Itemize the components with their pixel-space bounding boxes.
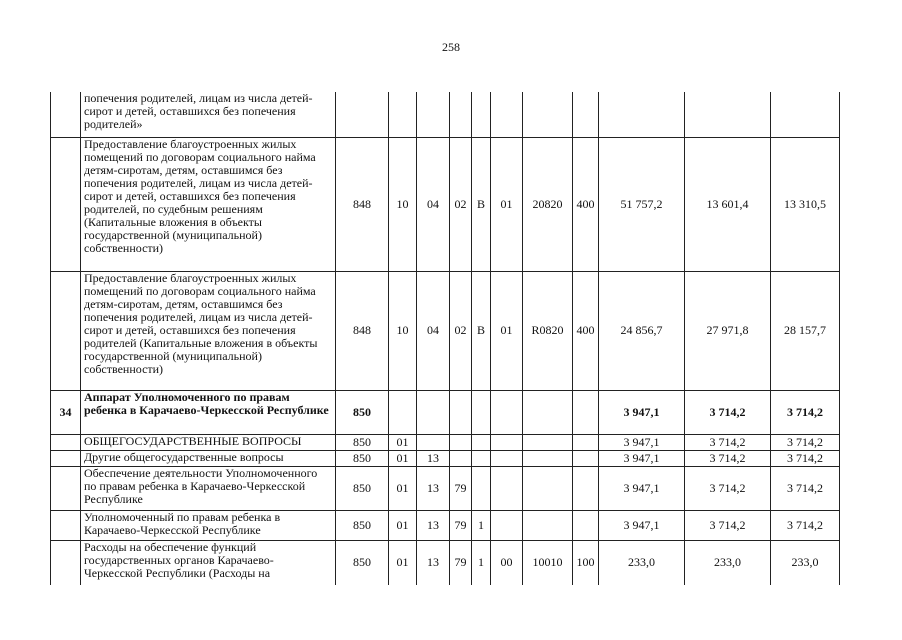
direction-code: 10010 (523, 540, 573, 585)
direction-code (523, 510, 573, 540)
subprogram-code (472, 434, 491, 450)
subprogram-code (472, 92, 491, 137)
ministry-code: 848 (336, 137, 389, 271)
event-code: 01 (491, 137, 523, 271)
amount-year-1: 3 947,1 (599, 434, 685, 450)
amount-year-2: 233,0 (685, 540, 771, 585)
ministry-code: 848 (336, 271, 389, 390)
subsection-code: 13 (417, 450, 450, 466)
subprogram-code (472, 450, 491, 466)
amount-year-2: 3 714,2 (685, 510, 771, 540)
section-code: 01 (389, 434, 417, 450)
ministry-code: 850 (336, 450, 389, 466)
amount-year-3: 3 714,2 (771, 510, 840, 540)
item-name: Обеспечение деятельности Уполномоченного по правам ребенка в Карачаево-Черкесской Республике (81, 466, 336, 510)
subsection-code (417, 390, 450, 434)
expense-type-code (573, 450, 599, 466)
section-code: 10 (389, 271, 417, 390)
program-code: 79 (450, 540, 472, 585)
direction-code (523, 92, 573, 137)
ministry-code: 850 (336, 390, 389, 434)
amount-year-1: 3 947,1 (599, 390, 685, 434)
amount-year-3: 13 310,5 (771, 137, 840, 271)
item-name: Уполномоченный по правам ребенка в Карачаево-Черкесской Республике (81, 510, 336, 540)
subprogram-code (472, 390, 491, 434)
program-code (450, 434, 472, 450)
amount-year-1: 3 947,1 (599, 510, 685, 540)
amount-year-1: 3 947,1 (599, 450, 685, 466)
subsection-code: 13 (417, 540, 450, 585)
row-number (51, 137, 81, 271)
table-row (51, 390, 840, 434)
event-code (491, 434, 523, 450)
amount-year-1: 51 757,2 (599, 137, 685, 271)
subprogram-code (472, 466, 491, 510)
program-code (450, 92, 472, 137)
subprogram-code: 1 (472, 510, 491, 540)
subsection-code: 13 (417, 510, 450, 540)
section-code (389, 390, 417, 434)
program-code: 79 (450, 466, 472, 510)
direction-code (523, 434, 573, 450)
direction-code: 20820 (523, 137, 573, 271)
amount-year-2: 3 714,2 (685, 434, 771, 450)
event-code: 01 (491, 271, 523, 390)
event-code (491, 92, 523, 137)
item-name: ОБЩЕГОСУДАРСТВЕННЫЕ ВОПРОСЫ (81, 434, 336, 450)
amount-year-3: 3 714,2 (771, 390, 840, 434)
item-name: Аппарат Уполномоченного по правам ребенка в Карачаево-Черкесской Республике (81, 390, 336, 434)
amount-year-3: 3 714,2 (771, 450, 840, 466)
subsection-code: 13 (417, 466, 450, 510)
row-number (51, 450, 81, 466)
table-row (51, 137, 840, 271)
table-row (51, 450, 840, 466)
item-name: Предоставление благоустроенных жилых помещений по договорам социального найма детям-сиротам, детям, оставшимся без попечения родителей, лицам из числа детей-сирот и детей, оставшихся без попечения родителей, по судебным решениям (Капитальные вложения в объекты государственной (муниципальной) собственности) (81, 137, 336, 271)
expense-type-code (573, 390, 599, 434)
row-number (51, 466, 81, 510)
amount-year-3: 233,0 (771, 540, 840, 585)
expense-type-code (573, 92, 599, 137)
amount-year-1 (599, 92, 685, 137)
ministry-code (336, 92, 389, 137)
row-number (51, 271, 81, 390)
table-row (51, 466, 840, 510)
event-code: 00 (491, 540, 523, 585)
item-name: попечения родителей, лицам из числа детей-сирот и детей, оставшихся без попечения родителей» (81, 92, 336, 137)
event-code (491, 466, 523, 510)
direction-code (523, 450, 573, 466)
program-code (450, 450, 472, 466)
expense-type-code (573, 434, 599, 450)
event-code (491, 510, 523, 540)
item-name: Предоставление благоустроенных жилых помещений по договорам социального найма детям-сиротам, детям, оставшимся без попечения родителей, лицам из числа детей-сирот и детей, оставшихся без попечения родителей (Капитальные вложения в объекты государственной (муниципальной) собственности) (81, 271, 336, 390)
amount-year-1: 3 947,1 (599, 466, 685, 510)
item-name: Расходы на обеспечение функций государственных органов Карачаево-Черкесской Республики (Расходы на (81, 540, 336, 585)
program-code (450, 390, 472, 434)
item-name: Другие общегосударственные вопросы (81, 450, 336, 466)
subsection-code: 04 (417, 137, 450, 271)
subsection-code: 04 (417, 271, 450, 390)
ministry-code: 850 (336, 434, 389, 450)
section-code: 01 (389, 510, 417, 540)
ministry-code: 850 (336, 540, 389, 585)
amount-year-2 (685, 92, 771, 137)
section-code (389, 92, 417, 137)
expense-type-code (573, 466, 599, 510)
table-row (51, 510, 840, 540)
program-code: 79 (450, 510, 472, 540)
page-number: 258 (442, 40, 460, 54)
table-row (51, 540, 840, 585)
direction-code (523, 466, 573, 510)
table-row (51, 92, 840, 137)
section-code: 01 (389, 466, 417, 510)
expense-type-code: 100 (573, 540, 599, 585)
program-code: 02 (450, 137, 472, 271)
subprogram-code: 1 (472, 540, 491, 585)
amount-year-2: 3 714,2 (685, 466, 771, 510)
expense-type-code: 400 (573, 271, 599, 390)
row-number: 34 (51, 390, 81, 434)
row-number (51, 540, 81, 585)
expense-type-code (573, 510, 599, 540)
section-code: 10 (389, 137, 417, 271)
subprogram-code: В (472, 271, 491, 390)
event-code (491, 450, 523, 466)
direction-code (523, 390, 573, 434)
program-code: 02 (450, 271, 472, 390)
amount-year-2: 13 601,4 (685, 137, 771, 271)
row-number (51, 92, 81, 137)
table-row (51, 434, 840, 450)
section-code: 01 (389, 450, 417, 466)
amount-year-3 (771, 92, 840, 137)
subsection-code (417, 92, 450, 137)
amount-year-1: 233,0 (599, 540, 685, 585)
ministry-code: 850 (336, 510, 389, 540)
section-code: 01 (389, 540, 417, 585)
direction-code: R0820 (523, 271, 573, 390)
budget-table (50, 92, 840, 585)
subprogram-code: В (472, 137, 491, 271)
amount-year-3: 3 714,2 (771, 466, 840, 510)
amount-year-1: 24 856,7 (599, 271, 685, 390)
amount-year-3: 3 714,2 (771, 434, 840, 450)
row-number (51, 434, 81, 450)
table-row (51, 271, 840, 390)
row-number (51, 510, 81, 540)
amount-year-2: 3 714,2 (685, 450, 771, 466)
subsection-code (417, 434, 450, 450)
amount-year-3: 28 157,7 (771, 271, 840, 390)
ministry-code: 850 (336, 466, 389, 510)
event-code (491, 390, 523, 434)
amount-year-2: 3 714,2 (685, 390, 771, 434)
amount-year-2: 27 971,8 (685, 271, 771, 390)
expense-type-code: 400 (573, 137, 599, 271)
